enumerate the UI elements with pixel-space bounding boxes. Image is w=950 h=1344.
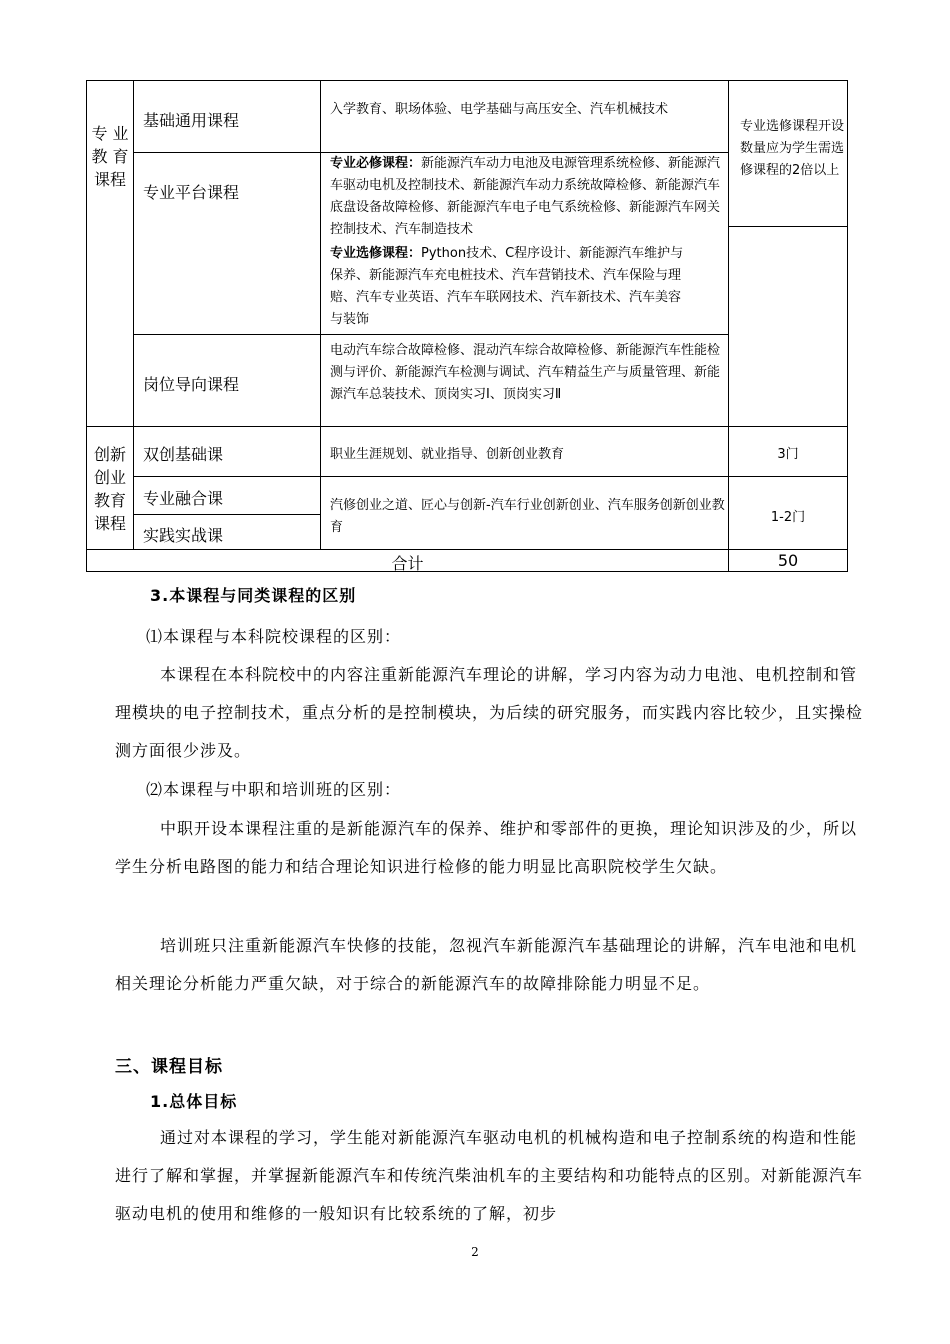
elective-note: 专业选修课程开设数量应为学生需选修课程的2倍以上	[740, 119, 845, 178]
course-name-integration: 专业融合课	[143, 489, 224, 508]
elective-text: Python技术、C程序设计、新能源汽车维护与保养、新能源汽车充电桩技术、汽车营销技术、汽车保险与理赔、汽车专业英语、汽车车联网技术、汽车新技术、汽车美容与装饰	[330, 246, 684, 327]
course-name-practice: 实践实战课	[143, 526, 224, 545]
goal-paragraph: 通过对本课程的学习，学生能对新能源汽车驱动电机的机械构造和电子控制系统的构造和性能进行了解和掌握，并掌握新能源汽车和传统汽柴油机车的主要结构和功能特点的区别。对新能源汽车驱动电机的使用和维修的一般知识有比较系统的了解，初步	[115, 1128, 864, 1223]
course-content-innovation-basic: 职业生涯规划、就业指导、创新创业教育	[330, 447, 565, 462]
course-name-basic: 基础通用课程	[143, 111, 240, 130]
course-content-platform	[330, 153, 730, 331]
page-number: 2	[471, 1245, 479, 1259]
course-content-basic: 入学教育、职场体验、电学基础与高压安全、汽车机械技术	[330, 102, 669, 117]
required-courses	[330, 153, 730, 241]
subsection-heading-overall: 1.总体目标	[150, 1092, 238, 1111]
paragraph-2-title: ⑵本课程与中职和培训班的区别：	[146, 780, 402, 799]
course-name-position: 岗位导向课程	[143, 375, 240, 394]
count-innovation-basic: 3门	[777, 447, 799, 462]
section-3-heading: 3.本课程与同类课程的区别	[150, 586, 357, 605]
course-content-integration: 汽修创业之道、匠心与创新-汽车行业创新创业、汽车服务创新创业教育	[330, 498, 725, 535]
category-innovation: 创新 创业 教育 课程	[93, 445, 126, 533]
paragraph-1-body: 本课程在本科院校中的内容注重新能源汽车理论的讲解，学习内容为动力电池、电机控制和管理模块的电子控制技术，重点分析的是控制模块，为后续的研究服务，而实践内容比较少，且实操检测方面很少涉及。	[115, 665, 864, 760]
section-heading-goals: 三、课程目标	[115, 1057, 223, 1077]
elective-label: 专业选修课程：	[330, 246, 422, 261]
paragraph-1-title: ⑴本课程与本科院校课程的区别：	[146, 627, 402, 646]
count-integration: 1-2门	[770, 510, 806, 525]
category-professional: 专 业 教 育 课程	[91, 124, 129, 189]
course-name-innovation-basic: 双创基础课	[143, 445, 224, 464]
paragraph-2-body: 中职开设本课程注重的是新能源汽车的保养、维护和零部件的更换，理论知识涉及的少，所以学生分析电路图的能力和结合理论知识进行检修的能力明显比高职院校学生欠缺。	[115, 819, 858, 876]
course-name-platform: 专业平台课程	[143, 183, 240, 202]
paragraph-3-body: 培训班只注重新能源汽车快修的技能，忽视汽车新能源汽车基础理论的讲解，汽车电池和电机相关理论分析能力严重欠缺，对于综合的新能源汽车的故障排除能力明显不足。	[115, 936, 858, 993]
total-value: 50	[777, 551, 799, 570]
required-label: 专业必修课程：	[330, 156, 422, 171]
required-text: 新能源汽车动力电池及电源管理系统检修、新能源汽车驱动电机及控制技术、新能源汽车动力系统故障检修、新能源汽车底盘设备故障检修、新能源汽车电子电气系统检修、新能源汽车网关控制技术、汽车制造技术	[330, 156, 721, 237]
total-label: 合计	[391, 554, 424, 573]
elective-courses	[330, 243, 690, 331]
course-content-position: 电动汽车综合故障检修、混动汽车综合故障检修、新能源汽车性能检测与评价、新能源汽车检测与调试、汽车精益生产与质量管理、新能源汽车总装技术、顶岗实习Ⅰ、顶岗实习Ⅱ	[330, 343, 721, 402]
